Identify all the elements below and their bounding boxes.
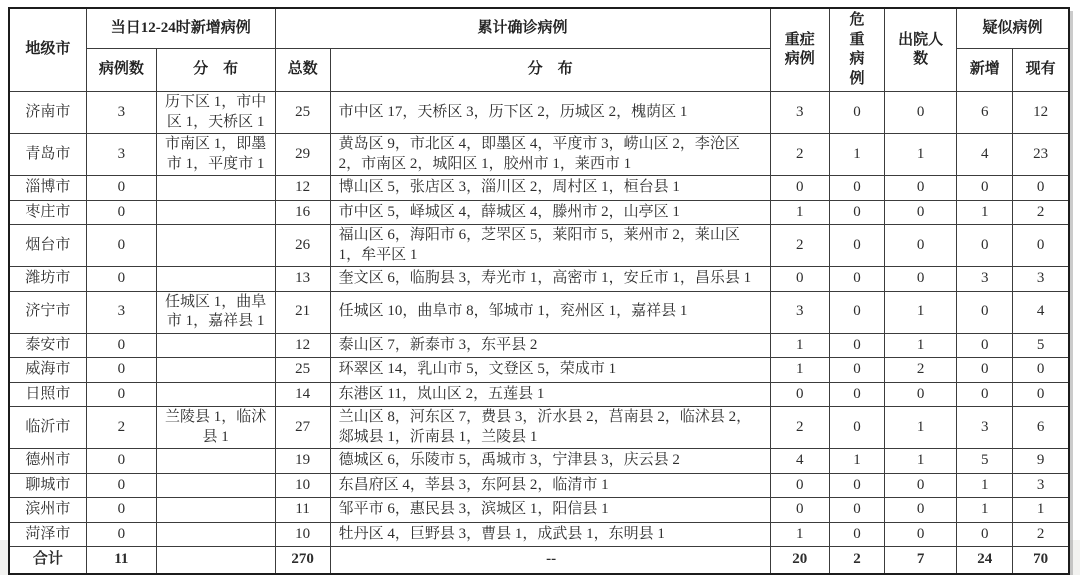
col-header-discharged-count: 出院人数 <box>885 8 957 92</box>
cell-city: 烟台市 <box>9 225 86 267</box>
header-row-groups <box>9 8 1069 49</box>
cell-critical: 0 <box>829 358 884 383</box>
cell-suspected-new: 4 <box>957 134 1013 176</box>
cell-total-daily-count: 11 <box>86 547 156 574</box>
cell-daily-distribution <box>156 200 275 225</box>
cell-city: 菏泽市 <box>9 522 86 547</box>
table-row <box>9 134 1069 176</box>
cell-suspected-existing: 0 <box>1013 225 1069 267</box>
col-group-daily-new-cases: 当日12-24时新增病例 <box>86 8 275 49</box>
cell-daily-distribution <box>156 333 275 358</box>
cell-critical: 0 <box>829 522 884 547</box>
cell-suspected-new: 0 <box>957 522 1013 547</box>
cell-discharged: 0 <box>885 267 957 292</box>
cell-city: 淄博市 <box>9 176 86 201</box>
cell-critical: 0 <box>829 267 884 292</box>
cell-daily-count: 0 <box>86 200 156 225</box>
cell-discharged: 0 <box>885 200 957 225</box>
cell-suspected-existing: 2 <box>1013 522 1069 547</box>
cell-suspected-existing: 0 <box>1013 382 1069 407</box>
cell-suspected-existing: 1 <box>1013 498 1069 523</box>
cell-severe: 0 <box>770 382 829 407</box>
cell-cumulative-distribution: 黄岛区 9，市北区 4，即墨区 4，平度市 3，崂山区 2，李沧区 2，市南区 2，城阳区 1，胶州市 1，莱西市 1 <box>330 134 770 176</box>
cell-critical: 1 <box>829 449 884 474</box>
col-header-suspected-new: 新增 <box>957 49 1013 92</box>
cell-severe: 2 <box>770 225 829 267</box>
cell-city: 济宁市 <box>9 291 86 333</box>
cell-suspected-existing: 5 <box>1013 333 1069 358</box>
cell-severe: 3 <box>770 92 829 134</box>
table-row <box>9 267 1069 292</box>
cell-discharged: 0 <box>885 176 957 201</box>
cell-critical: 0 <box>829 333 884 358</box>
table-row <box>9 407 1069 449</box>
table-row <box>9 498 1069 523</box>
cell-discharged: 0 <box>885 225 957 267</box>
cell-critical: 0 <box>829 176 884 201</box>
cell-suspected-new: 1 <box>957 498 1013 523</box>
cell-critical: 1 <box>829 134 884 176</box>
cell-severe: 2 <box>770 407 829 449</box>
cell-severe: 2 <box>770 134 829 176</box>
col-header-cumulative-total: 总数 <box>275 49 330 92</box>
cell-discharged: 1 <box>885 333 957 358</box>
cell-suspected-existing: 0 <box>1013 176 1069 201</box>
cell-total-label: 合计 <box>9 547 86 574</box>
cell-city: 德州市 <box>9 449 86 474</box>
cell-city: 潍坊市 <box>9 267 86 292</box>
cell-daily-distribution <box>156 449 275 474</box>
cell-severe: 1 <box>770 522 829 547</box>
cell-city: 青岛市 <box>9 134 86 176</box>
cell-suspected-existing: 23 <box>1013 134 1069 176</box>
cell-daily-count: 0 <box>86 333 156 358</box>
cell-cumulative-total: 21 <box>275 291 330 333</box>
table-row <box>9 92 1069 134</box>
cell-cumulative-distribution: 德城区 6，乐陵市 5，禹城市 3，宁津县 3，庆云县 2 <box>330 449 770 474</box>
cell-cumulative-total: 10 <box>275 473 330 498</box>
cell-cumulative-total: 13 <box>275 267 330 292</box>
cell-daily-distribution <box>156 176 275 201</box>
cell-cumulative-distribution: 东昌府区 4，莘县 3，东阿县 2，临清市 1 <box>330 473 770 498</box>
cell-suspected-new: 3 <box>957 267 1013 292</box>
cell-discharged: 0 <box>885 522 957 547</box>
table-row <box>9 449 1069 474</box>
cell-suspected-new: 0 <box>957 291 1013 333</box>
cell-cumulative-total: 11 <box>275 498 330 523</box>
cell-daily-count: 0 <box>86 473 156 498</box>
cell-severe: 0 <box>770 176 829 201</box>
cell-suspected-existing: 6 <box>1013 407 1069 449</box>
cell-cumulative-distribution: 泰山区 7，新泰市 3，东平县 2 <box>330 333 770 358</box>
cell-suspected-new: 0 <box>957 333 1013 358</box>
case-statistics-table <box>8 7 1070 575</box>
cell-discharged: 0 <box>885 498 957 523</box>
cell-suspected-existing: 12 <box>1013 92 1069 134</box>
cell-daily-count: 3 <box>86 134 156 176</box>
cell-suspected-existing: 9 <box>1013 449 1069 474</box>
col-header-severe-cases: 重症病例 <box>770 8 829 92</box>
cell-total-discharged: 7 <box>885 547 957 574</box>
cell-severe: 0 <box>770 267 829 292</box>
cell-daily-distribution <box>156 382 275 407</box>
cell-cumulative-distribution: 牡丹区 4，巨野县 3，曹县 1，成武县 1，东明县 1 <box>330 522 770 547</box>
cell-critical: 0 <box>829 225 884 267</box>
cell-severe: 4 <box>770 449 829 474</box>
cell-daily-count: 0 <box>86 382 156 407</box>
cell-suspected-existing: 4 <box>1013 291 1069 333</box>
cell-total-severe: 20 <box>770 547 829 574</box>
cell-severe: 0 <box>770 473 829 498</box>
cell-severe: 1 <box>770 200 829 225</box>
cell-daily-count: 0 <box>86 498 156 523</box>
cell-critical: 0 <box>829 291 884 333</box>
cell-discharged: 0 <box>885 92 957 134</box>
cell-suspected-new: 0 <box>957 176 1013 201</box>
cell-city: 泰安市 <box>9 333 86 358</box>
cell-cumulative-total: 26 <box>275 225 330 267</box>
cell-cumulative-distribution: 环翠区 14，乳山市 5，文登区 5，荣成市 1 <box>330 358 770 383</box>
col-header-city: 地级市 <box>9 8 86 92</box>
table-row <box>9 473 1069 498</box>
cell-daily-distribution <box>156 358 275 383</box>
cell-suspected-new: 0 <box>957 358 1013 383</box>
cell-daily-distribution <box>156 498 275 523</box>
cell-suspected-new: 6 <box>957 92 1013 134</box>
col-header-daily-distribution: 分 布 <box>156 49 275 92</box>
table-row <box>9 176 1069 201</box>
cell-severe: 1 <box>770 333 829 358</box>
cell-daily-count: 0 <box>86 176 156 201</box>
cell-cumulative-total: 16 <box>275 200 330 225</box>
table-row <box>9 522 1069 547</box>
cell-daily-distribution <box>156 473 275 498</box>
table-header <box>9 8 1069 92</box>
table-row <box>9 382 1069 407</box>
cell-city: 枣庄市 <box>9 200 86 225</box>
col-group-suspected-cases: 疑似病例 <box>957 8 1069 49</box>
cell-daily-count: 0 <box>86 358 156 383</box>
table-body <box>9 92 1069 547</box>
cell-total-cumulative-distribution: -- <box>330 547 770 574</box>
cell-city: 临沂市 <box>9 407 86 449</box>
cell-cumulative-total: 14 <box>275 382 330 407</box>
cell-severe: 0 <box>770 498 829 523</box>
cell-total-suspected-existing: 70 <box>1013 547 1069 574</box>
cell-cumulative-distribution: 福山区 6，海阳市 6，芝罘区 5，莱阳市 5，莱州市 2，莱山区 1，牟平区 1 <box>330 225 770 267</box>
cell-suspected-existing: 0 <box>1013 358 1069 383</box>
cell-critical: 0 <box>829 407 884 449</box>
cell-critical: 0 <box>829 498 884 523</box>
cell-discharged: 1 <box>885 449 957 474</box>
cell-suspected-existing: 3 <box>1013 267 1069 292</box>
table-row <box>9 225 1069 267</box>
cell-suspected-new: 1 <box>957 200 1013 225</box>
cell-daily-distribution <box>156 225 275 267</box>
cell-total-suspected-new: 24 <box>957 547 1013 574</box>
cell-cumulative-total: 27 <box>275 407 330 449</box>
cell-city: 滨州市 <box>9 498 86 523</box>
cell-cumulative-distribution: 市中区 5，峄城区 4，薛城区 4，滕州市 2，山亭区 1 <box>330 200 770 225</box>
cell-severe: 3 <box>770 291 829 333</box>
cell-discharged: 0 <box>885 473 957 498</box>
table-row <box>9 291 1069 333</box>
cell-daily-count: 0 <box>86 522 156 547</box>
cell-discharged: 0 <box>885 382 957 407</box>
total-row <box>9 547 1069 574</box>
table-row <box>9 333 1069 358</box>
cell-suspected-new: 5 <box>957 449 1013 474</box>
cell-cumulative-distribution: 博山区 5，张店区 3，淄川区 2，周村区 1，桓台县 1 <box>330 176 770 201</box>
cell-suspected-existing: 2 <box>1013 200 1069 225</box>
col-group-cumulative-confirmed: 累计确诊病例 <box>275 8 770 49</box>
cell-cumulative-total: 12 <box>275 176 330 201</box>
cell-cumulative-distribution: 奎文区 6，临朐县 3，寿光市 1，高密市 1，安丘市 1，昌乐县 1 <box>330 267 770 292</box>
cell-critical: 0 <box>829 382 884 407</box>
table-footer <box>9 547 1069 574</box>
col-header-daily-case-count: 病例数 <box>86 49 156 92</box>
cell-critical: 0 <box>829 473 884 498</box>
cell-total-cumulative: 270 <box>275 547 330 574</box>
cell-daily-count: 3 <box>86 291 156 333</box>
col-header-critical-cases: 危重病例 <box>829 8 884 92</box>
cell-cumulative-total: 10 <box>275 522 330 547</box>
cell-city: 聊城市 <box>9 473 86 498</box>
cell-cumulative-total: 25 <box>275 358 330 383</box>
cell-cumulative-distribution: 邹平市 6，惠民县 3，滨城区 1，阳信县 1 <box>330 498 770 523</box>
table-row <box>9 358 1069 383</box>
cell-daily-count: 0 <box>86 267 156 292</box>
cell-city: 济南市 <box>9 92 86 134</box>
cell-daily-distribution: 兰陵县 1，临沭县 1 <box>156 407 275 449</box>
cell-daily-count: 0 <box>86 225 156 267</box>
cell-daily-count: 3 <box>86 92 156 134</box>
cell-discharged: 1 <box>885 134 957 176</box>
cell-cumulative-distribution: 兰山区 8，河东区 7，费县 3，沂水县 2，莒南县 2，临沭县 2，郯城县 1，沂南县 1，兰陵县 1 <box>330 407 770 449</box>
cell-daily-distribution <box>156 522 275 547</box>
table-row <box>9 200 1069 225</box>
col-header-suspected-existing: 现有 <box>1013 49 1069 92</box>
cell-severe: 1 <box>770 358 829 383</box>
cell-daily-distribution: 市南区 1，即墨市 1，平度市 1 <box>156 134 275 176</box>
cell-total-daily-distribution <box>156 547 275 574</box>
cell-cumulative-total: 12 <box>275 333 330 358</box>
cell-discharged: 1 <box>885 407 957 449</box>
cell-discharged: 2 <box>885 358 957 383</box>
cell-daily-count: 0 <box>86 449 156 474</box>
cell-suspected-new: 0 <box>957 225 1013 267</box>
cell-discharged: 1 <box>885 291 957 333</box>
cell-city: 威海市 <box>9 358 86 383</box>
cell-cumulative-distribution: 市中区 17，天桥区 3，历下区 2，历城区 2，槐荫区 1 <box>330 92 770 134</box>
cell-cumulative-total: 29 <box>275 134 330 176</box>
cell-daily-distribution: 任城区 1，曲阜市 1，嘉祥县 1 <box>156 291 275 333</box>
cell-daily-distribution <box>156 267 275 292</box>
cell-suspected-new: 0 <box>957 382 1013 407</box>
cell-city: 日照市 <box>9 382 86 407</box>
cell-critical: 0 <box>829 92 884 134</box>
col-header-cumulative-distribution: 分 布 <box>330 49 770 92</box>
cell-total-critical: 2 <box>829 547 884 574</box>
cell-cumulative-distribution: 任城区 10，曲阜市 8，邹城市 1，兖州区 1，嘉祥县 1 <box>330 291 770 333</box>
cell-suspected-new: 3 <box>957 407 1013 449</box>
cell-daily-distribution: 历下区 1，市中区 1，天桥区 1 <box>156 92 275 134</box>
cell-daily-count: 2 <box>86 407 156 449</box>
cell-suspected-existing: 3 <box>1013 473 1069 498</box>
cell-cumulative-distribution: 东港区 11，岚山区 2，五莲县 1 <box>330 382 770 407</box>
cell-cumulative-total: 25 <box>275 92 330 134</box>
cell-cumulative-total: 19 <box>275 449 330 474</box>
cell-suspected-new: 1 <box>957 473 1013 498</box>
cell-critical: 0 <box>829 200 884 225</box>
